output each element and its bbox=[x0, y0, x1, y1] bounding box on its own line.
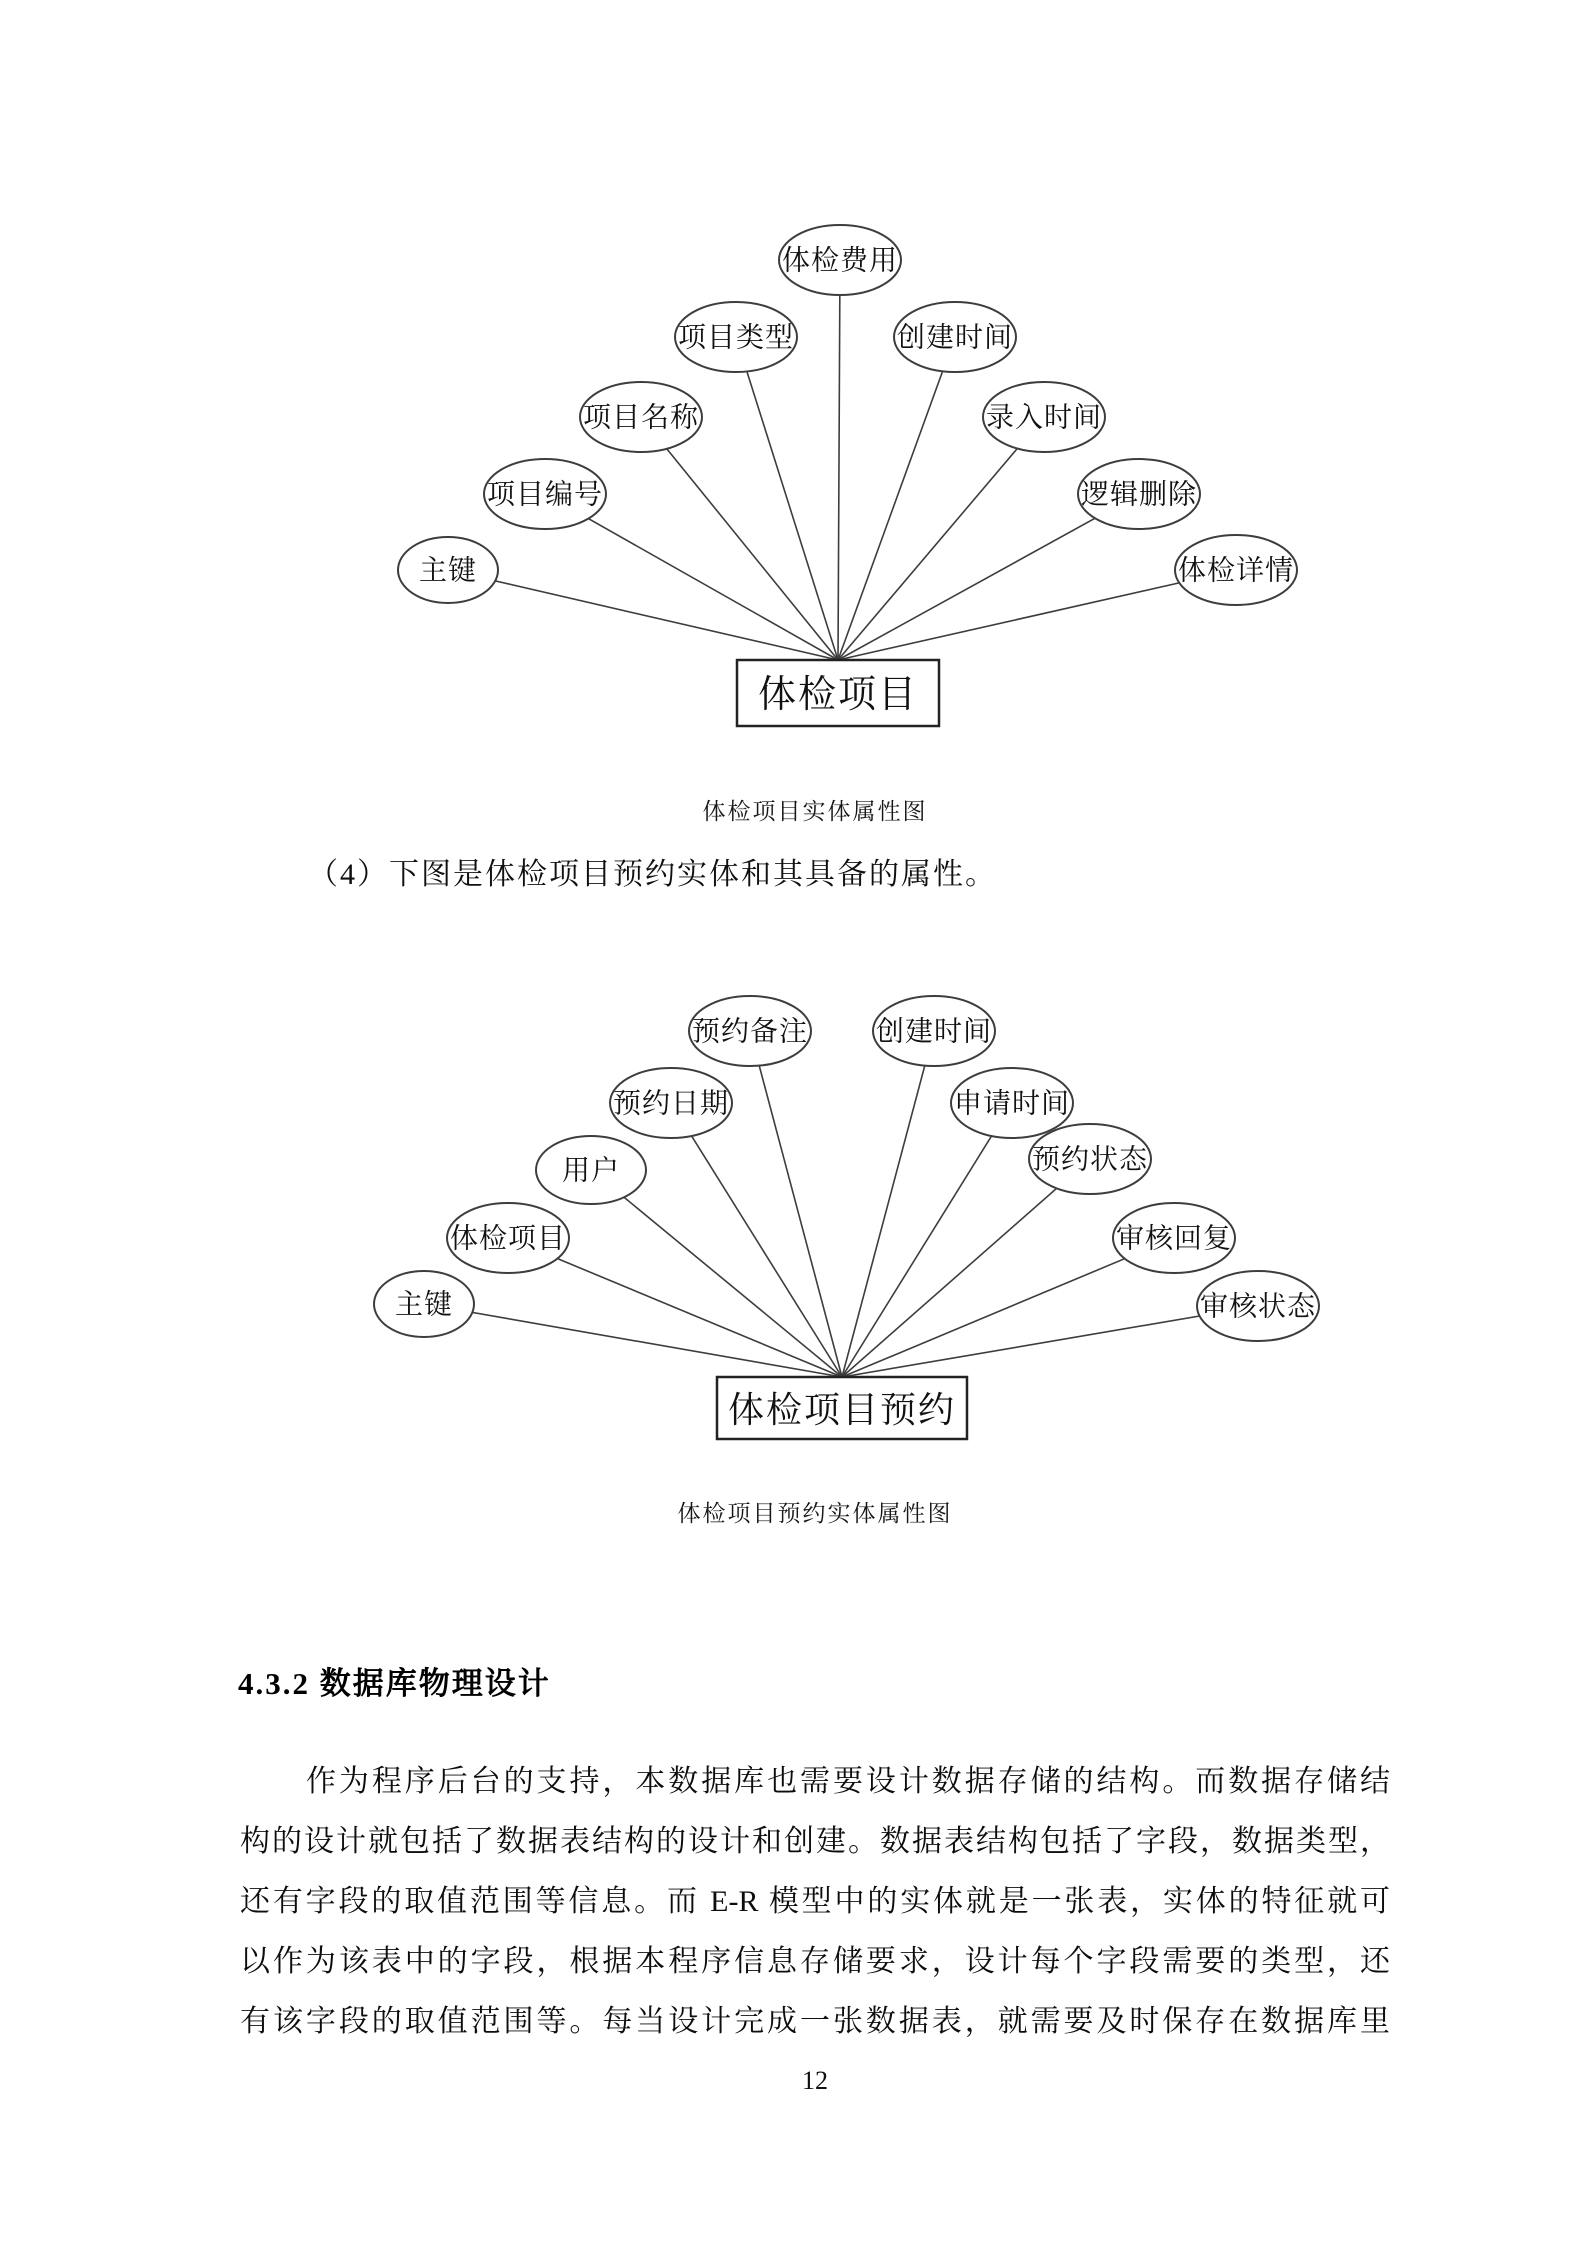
entity-label: 体检项目 bbox=[757, 674, 919, 716]
attribute-label: 主键 bbox=[394, 1289, 454, 1321]
attribute-link-line bbox=[641, 417, 838, 660]
page-number: 12 bbox=[802, 2066, 828, 2095]
attribute-label: 项目编号 bbox=[486, 479, 604, 511]
attribute-label: 审核回复 bbox=[1115, 1223, 1233, 1255]
body-line: 有该字段的取值范围等。每当设计完成一张数据表，就需要及时保存在数据库里 bbox=[240, 2005, 1390, 2038]
attribute-link-line bbox=[842, 1031, 934, 1377]
attribute-link-line bbox=[591, 1170, 842, 1377]
attribute-label: 申请时间 bbox=[953, 1088, 1071, 1120]
attribute-label: 创建时间 bbox=[875, 1016, 993, 1048]
attribute-link-line bbox=[838, 260, 840, 660]
attribute-link-line bbox=[838, 494, 1139, 660]
attribute-label: 创建时间 bbox=[896, 322, 1014, 354]
attribute-label: 预约备注 bbox=[691, 1016, 809, 1048]
attribute-label: 预约日期 bbox=[612, 1088, 730, 1120]
attribute-label: 体检详情 bbox=[1177, 555, 1295, 587]
attribute-link-line bbox=[842, 1306, 1258, 1377]
attribute-label: 录入时间 bbox=[985, 402, 1103, 434]
attribute-label: 体检项目 bbox=[449, 1223, 567, 1255]
attribute-label: 用户 bbox=[561, 1155, 621, 1187]
attribute-link-line bbox=[842, 1159, 1090, 1377]
entity-label: 体检项目预约 bbox=[727, 1390, 957, 1430]
attribute-link-line bbox=[671, 1103, 842, 1377]
body-line: 构的设计就包括了数据表结构的设计和创建。数据表结构包括了字段，数据类型， bbox=[240, 1825, 1390, 1858]
section-heading: 4.3.2 数据库物理设计 bbox=[238, 1666, 551, 1701]
body-paragraph bbox=[240, 1752, 1390, 2052]
body-line: 以作为该表中的字段，根据本程序信息存储要求，设计每个字段需要的类型，还 bbox=[240, 1945, 1390, 1978]
attribute-label: 审核状态 bbox=[1199, 1291, 1317, 1323]
figure2-caption: 体检项目预约实体属性图 bbox=[677, 1501, 953, 1526]
attribute-link-line bbox=[838, 337, 955, 660]
attribute-label: 体检费用 bbox=[781, 245, 899, 277]
attribute-link-line bbox=[424, 1304, 842, 1377]
attribute-link-line bbox=[750, 1031, 842, 1377]
attribute-label: 项目类型 bbox=[677, 322, 795, 354]
body-line: 还有字段的取值范围等信息。而 E-R 模型中的实体就是一张表，实体的特征就可 bbox=[240, 1885, 1390, 1918]
attribute-label: 主键 bbox=[418, 555, 478, 587]
attribute-link-line bbox=[838, 417, 1044, 660]
attribute-label: 预约状态 bbox=[1031, 1144, 1149, 1176]
attribute-label: 项目名称 bbox=[582, 402, 700, 434]
attribute-link-line bbox=[448, 570, 838, 660]
figure2-diagram bbox=[374, 996, 1319, 1439]
figure1-caption: 体检项目实体属性图 bbox=[702, 799, 928, 824]
attribute-label: 逻辑删除 bbox=[1080, 479, 1198, 511]
body-line: 作为程序后台的支持，本数据库也需要设计数据存储的结构。而数据存储结 bbox=[306, 1765, 1390, 1798]
figure1-diagram bbox=[398, 225, 1297, 726]
intro-paragraph: （4）下图是体检项目预约实体和其具备的属性。 bbox=[308, 858, 997, 891]
attribute-link-line bbox=[838, 570, 1236, 660]
attribute-link-line bbox=[842, 1103, 1012, 1377]
